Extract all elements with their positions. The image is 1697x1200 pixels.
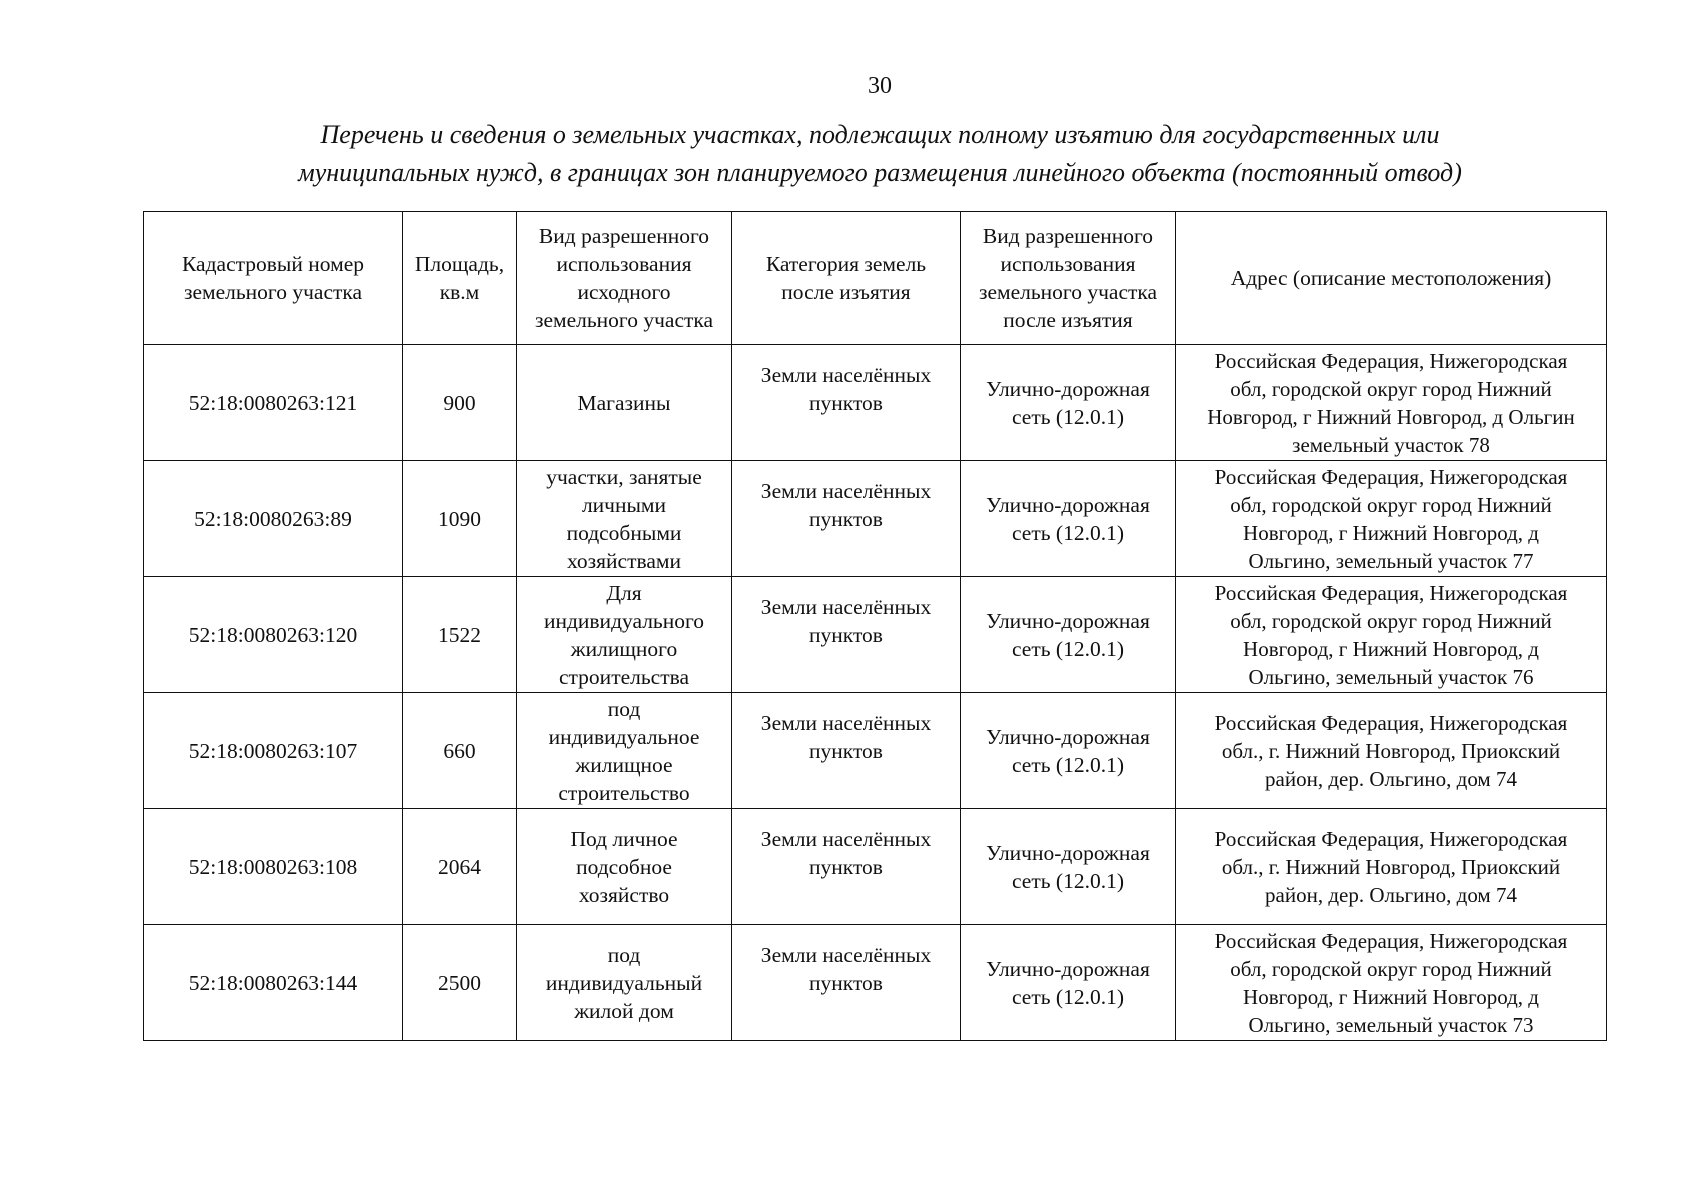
use-after-cell: Улично-дорожная сеть (12.0.1) bbox=[961, 461, 1176, 577]
table-header-row bbox=[144, 212, 1607, 345]
category-after-cell bbox=[732, 809, 961, 925]
land-parcels-table bbox=[143, 211, 1607, 1041]
cadastral-number-cell: 52:18:0080263:107 bbox=[144, 693, 403, 809]
document-title bbox=[200, 116, 1560, 192]
address-cell: Российская Федерация, Нижегородская обл., г. Нижний Новгород, Приокский район, дер. Ольгино, дом 74 bbox=[1176, 809, 1607, 925]
table-row bbox=[144, 577, 1607, 693]
use-before-cell: под индивидуальный жилой дом bbox=[517, 925, 732, 1041]
category-after-text: Земли населённых пунктов bbox=[760, 942, 932, 995]
address-cell: Российская Федерация, Нижегородская обл, городской округ город Нижний Новгород, г Нижний Новгород, д Ольгин земельный участок 78 bbox=[1176, 345, 1607, 461]
cadastral-number-cell: 52:18:0080263:121 bbox=[144, 345, 403, 461]
category-after-cell bbox=[732, 345, 961, 461]
area-cell: 900 bbox=[403, 345, 517, 461]
use-after-cell: Улично-дорожная сеть (12.0.1) bbox=[961, 693, 1176, 809]
document-title-line-2: муниципальных нужд, в границах зон планируемого размещения линейного объекта (постоянный отвод) bbox=[298, 158, 1462, 187]
table-row bbox=[144, 345, 1607, 461]
category-after-cell bbox=[732, 577, 961, 693]
address-cell: Российская Федерация, Нижегородская обл, городской округ город Нижний Новгород, г Нижний Новгород, д Ольгино, земельный участок 76 bbox=[1176, 577, 1607, 693]
area-cell: 660 bbox=[403, 693, 517, 809]
area-cell: 2500 bbox=[403, 925, 517, 1041]
category-after-text: Земли населённых пунктов bbox=[760, 594, 932, 647]
use-before-cell: Магазины bbox=[517, 345, 732, 461]
category-after-text: Земли населённых пунктов bbox=[760, 826, 932, 879]
cadastral-number-cell: 52:18:0080263:108 bbox=[144, 809, 403, 925]
use-before-cell: Под личное подсобное хозяйство bbox=[517, 809, 732, 925]
table-row bbox=[144, 461, 1607, 577]
category-after-cell bbox=[732, 461, 961, 577]
use-before-cell: Для индивидуального жилищного строительства bbox=[517, 577, 732, 693]
cadastral-number-cell: 52:18:0080263:144 bbox=[144, 925, 403, 1041]
header-area: Площадь, кв.м bbox=[403, 212, 517, 345]
header-cadastral-number: Кадастровый номер земельного участка bbox=[144, 212, 403, 345]
address-cell: Российская Федерация, Нижегородская обл., г. Нижний Новгород, Приокский район, дер. Ольгино, дом 74 bbox=[1176, 693, 1607, 809]
cadastral-number-cell: 52:18:0080263:120 bbox=[144, 577, 403, 693]
table-row bbox=[144, 925, 1607, 1041]
address-cell: Российская Федерация, Нижегородская обл, городской округ город Нижний Новгород, г Нижний Новгород, д Ольгино, земельный участок 73 bbox=[1176, 925, 1607, 1041]
table-row bbox=[144, 809, 1607, 925]
cadastral-number-cell: 52:18:0080263:89 bbox=[144, 461, 403, 577]
use-before-cell: под индивидуальное жилищное строительство bbox=[517, 693, 732, 809]
category-after-text: Земли населённых пунктов bbox=[760, 710, 932, 763]
area-cell: 1090 bbox=[403, 461, 517, 577]
use-after-cell: Улично-дорожная сеть (12.0.1) bbox=[961, 925, 1176, 1041]
header-category-after: Категория земель после изъятия bbox=[732, 212, 961, 345]
category-after-cell bbox=[732, 925, 961, 1041]
table-row bbox=[144, 693, 1607, 809]
area-cell: 1522 bbox=[403, 577, 517, 693]
use-after-cell: Улично-дорожная сеть (12.0.1) bbox=[961, 577, 1176, 693]
use-after-cell: Улично-дорожная сеть (12.0.1) bbox=[961, 809, 1176, 925]
category-after-cell bbox=[732, 693, 961, 809]
header-use-after: Вид разрешенного использования земельного участка после изъятия bbox=[961, 212, 1176, 345]
category-after-text: Земли населённых пунктов bbox=[760, 478, 932, 531]
header-use-before: Вид разрешенного использования исходного земельного участка bbox=[517, 212, 732, 345]
category-after-text: Земли населённых пунктов bbox=[760, 362, 932, 415]
use-after-cell: Улично-дорожная сеть (12.0.1) bbox=[961, 345, 1176, 461]
area-cell: 2064 bbox=[403, 809, 517, 925]
page-number: 30 bbox=[868, 73, 892, 99]
header-address: Адрес (описание местоположения) bbox=[1176, 212, 1607, 345]
address-cell: Российская Федерация, Нижегородская обл, городской округ город Нижний Новгород, г Нижний Новгород, д Ольгино, земельный участок 77 bbox=[1176, 461, 1607, 577]
use-before-cell: участки, занятые личными подсобными хозяйствами bbox=[517, 461, 732, 577]
document-title-line-1: Перечень и сведения о земельных участках, подлежащих полному изъятию для государственных или bbox=[320, 120, 1440, 149]
